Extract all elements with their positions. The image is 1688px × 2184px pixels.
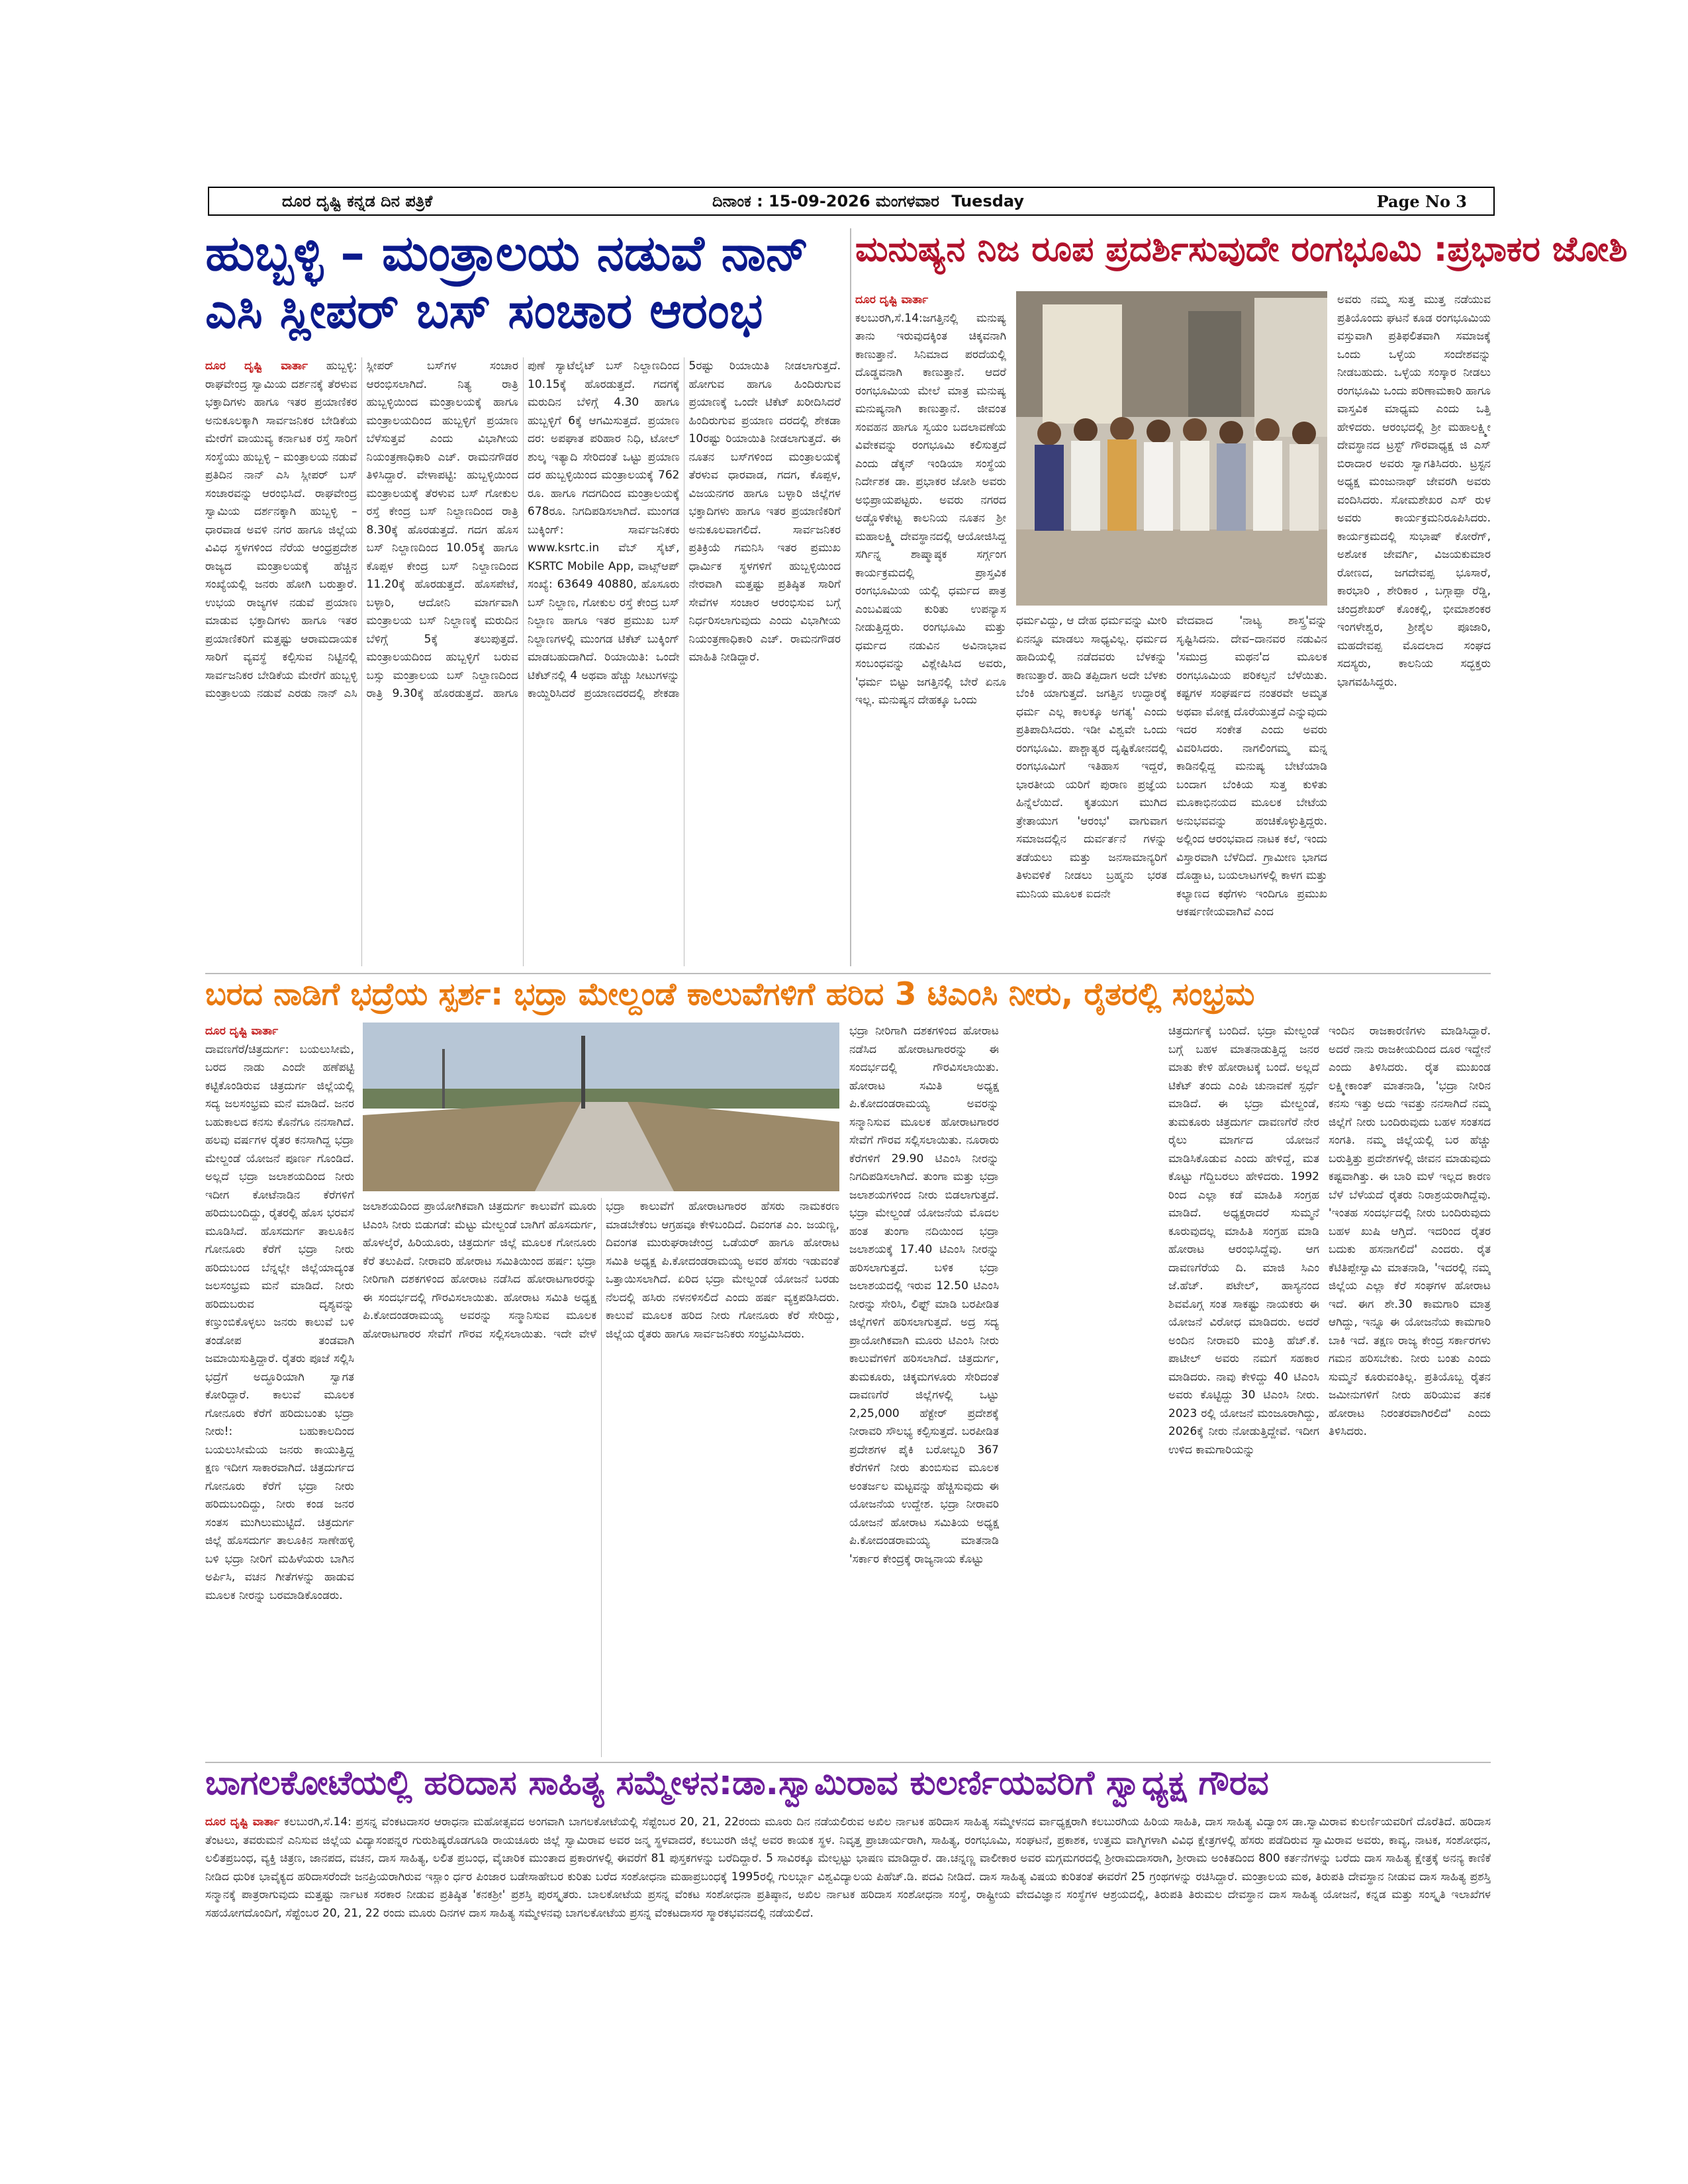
- story2-body-col1: [855, 291, 1006, 970]
- story1-byline: ದೂರ ದೃಷ್ಟಿ ವಾರ್ತಾ: [205, 359, 308, 373]
- story3-byline: ದೂರ ದೃಷ್ಟಿ ವಾರ್ತಾ: [205, 1024, 279, 1038]
- story3-text-c: ಭದ್ರಾ ನೀರಿಗಾಗಿ ದಶಕಗಳಿಂದ ಹೋರಾಟ ನಡೆಸಿದ ಹೋರಾಟಗಾರರನ್ನು ಈ ಸಂದರ್ಭದಲ್ಲಿ ಗೌರವಿಸಲಾಯಿತು. ಹೋರಾಟ ಸಮಿತಿ ಅಧ್ಯಕ್ಷ ಪಿ.ಕೋದಂಡರಾಮಯ್ಯ ಅವರನ್ನು ಸನ್ಮಾನಿಸುವ ಮೂಲಕ ಹೋರಾಟಗಾರರ ಸೇವೆಗೆ ಗೌರವ ಸಲ್ಲಿಸಲಾಯಿತು. ನೂರಾರು ಕೆರೆಗಳಿಗೆ 29.90 ಟಿಎಂಸಿ ನೀರನ್ನು ನಿಗದಿಪಡಿಸಲಾಗಿದೆ. ತುಂಗಾ ಮತ್ತು ಭದ್ರಾ ಜಲಾಶಯಗಳಿಂದ ನೀರು ಬಿಡಲಾಗುತ್ತದೆ. ಭದ್ರಾ ಮೇಲ್ದಂಡೆ ಯೋಜನೆಯ ಮೊದಲ ಹಂತ ತುಂಗಾ ನದಿಯಿಂದ ಭದ್ರಾ ಜಲಾಶಯಕ್ಕೆ 17.40 ಟಿಎಂಸಿ ನೀರನ್ನು ಹರಿಸಲಾಗುತ್ತದೆ. ಬಳಿಕ ಭದ್ರಾ ಜಲಾಶಯದಲ್ಲಿ ಇರುವ 12.50 ಟಿಎಂಸಿ ನೀರನ್ನು ಸೇರಿಸಿ, ಲಿಫ್ಟ್ ಮಾಡಿ ಬರಪೀಡಿತ ಜಿಲ್ಲೆಗಳಿಗೆ ಹರಿಸಲಾಗುತ್ತದೆ. ಅದ್ರ ಸದ್ಯ ಪ್ರಾಯೋಗಿಕವಾಗಿ ಮೂರು ಟಿಎಂಸಿ ನೀರು ಕಾಲುವೆಗಳಿಗೆ ಹರಿಸಲಾಗಿದೆ. ಚಿತ್ರದುರ್ಗ, ತುಮಕೂರು, ಚಿಕ್ಕಮಗಳೂರು ಸೇರಿದಂತೆ ದಾವಣಗೆರೆ ಜಿಲ್ಲೆಗಳಲ್ಲಿ ಒಟ್ಟು 2,25,000 ಹೆಕ್ಟೇರ್ ಪ್ರದೇಶಕ್ಕೆ ನೀರಾವರಿ ಸೌಲಭ್ಯ ಕಲ್ಪಿಸುತ್ತದೆ. ಬರಪೀಡಿತ ಪ್ರದೇಶಗಳ ಪೈಕಿ ಬರೋಬ್ಬರಿ 367 ಕೆರೆಗಳಿಗೆ ನೀರು ತುಂಬಿಸುವ ಮೂಲಕ ಅಂತರ್ಜಲ ಮಟ್ಟವನ್ನು ಹೆಚ್ಚಿಸುವುದು ಈ ಯೋಜನೆಯ ಉದ್ದೇಶ. ಭದ್ರಾ ನೀರಾವರಿ ಯೋಜನೆ ಹೋರಾಟ ಸಮಿತಿಯ ಅಧ್ಯಕ್ಷ ಪಿ.ಕೋದಂಡರಾಮಯ್ಯ ಮಾತನಾಡಿ 'ಸರ್ಕಾರ ಕೇಂದ್ರಕ್ಕೆ ರಾಜ್ಯನಾಯ ಕೊಟ್ಟು: [849, 1024, 999, 1566]
- story3-body-a: [205, 1023, 354, 1757]
- story2-text-col2: ಧರ್ಮವಿದ್ದು, ಆ ದೇಹ ಧರ್ಮವನ್ನು ಮೀರಿ ಏನನ್ನೂ ಮಾಡಲು ಸಾಧ್ಯವಿಲ್ಲ. ಧರ್ಮದ ಹಾದಿಯಲ್ಲಿ ನಡೆದವರು ಬೆಳಕನ್ನು ಕಾಣುತ್ತಾರೆ. ಹಾದಿ ತಪ್ಪಿದಾಗ ಅದೇ ಬೆಳಕು ಬೆಂಕಿ ಯಾಗುತ್ತದೆ. ಜಗತ್ತಿನ ಉದ್ಧಾರಕ್ಕೆ ಧರ್ಮ ಎಲ್ಲ ಕಾಲಕ್ಕೂ ಅಗತ್ಯ' ಎಂದು ಪ್ರತಿಪಾದಿಸಿದರು. ಇಡೀ ವಿಶ್ವವೇ ಒಂದು ರಂಗಭೂಮಿ. ಪಾಶ್ಚಾತ್ಯರ ದೃಷ್ಟಿಕೋನದಲ್ಲಿ ರಂಗಭೂಮಿಗೆ ಇತಿಹಾಸ ಇದ್ದರೆ, ಭಾರತೀಯ ಯರಿಗೆ ಪುರಾಣ ಪ್ರಜ್ಞೆಯ ಹಿನ್ನೆಲೆಯಿದೆ. ಕೃತಯುಗ ಮುಗಿದ ತ್ರೇತಾಯುಗ 'ಆರಂಭ' ವಾಗುವಾಗ ಸಮಾಜದಲ್ಲಿನ ದುರ್ವರ್ತನೆ ಗಳನ್ನು ತಡೆಯಲು ಮತ್ತು ಜನಸಾಮಾನ್ಯರಿಗೆ ತಿಳುವಳಿಕೆ ನೀಡಲು ಬ್ರಹ್ಮನು ಭರತ ಮುನಿಯ ಮೂಲಕ ಐದನೇ: [1016, 614, 1167, 901]
- story2-headline: ಮನುಷ್ಯನ ನಿಜ ರೂಪ ಪ್ರದರ್ಶಿಸುವುದೇ ರಂಗಭೂಮಿ :ಪ್ರಭಾಕರ ಜೋಶಿ: [855, 230, 1628, 269]
- column-divider: [850, 228, 851, 966]
- story2-text-col1: ಕಲಬುರಗಿ,ಸೆ.14:ಜಗತ್ತಿನಲ್ಲಿ ಮನುಷ್ಯ ತಾನು ಇರುವುದಕ್ಕಿಂತ ಚಿಕ್ಕವನಾಗಿ ಕಾಣುತ್ತಾನೆ. ಸಿನಿಮಾದ ಪರದೆಯಲ್ಲಿ ದೊಡ್ಡವನಾಗಿ ಕಾಣುತ್ತಾನೆ. ಆದರೆ ರಂಗಭೂಮಿಯ ಮೇಲೆ ಮಾತ್ರ ಮನುಷ್ಯ ಮನುಷ್ಯನಾಗಿ ಕಾಣುತ್ತಾನೆ. ಜೀವಂತ ಸಂವಹನ ಹಾಗೂ ಸ್ವಯಂ ಬದಲಾವಣೆಯ ವಿವೇಕವನ್ನು ರಂಗಭೂಮಿ ಕಲಿಸುತ್ತದೆ ಎಂದು ಡೆಕ್ಕನ್ ಇಂಡಿಯಾ ಸಂಸ್ಥೆಯ ನಿರ್ದೇಶಕ ಡಾ. ಪ್ರಭಾಕರ ಜೋಶಿ ಅವರು ಅಭಿಪ್ರಾಯಪಟ್ಟರು. ಅವರು ನಗರದ ಅಡ್ಡೊಳಿಕೇಟ್ಟ ಕಾಲನಿಯ ನೂತನ ಶ್ರೀ ಮಹಾಲಕ್ಷ್ಮಿ ದೇವಸ್ಥಾನದಲ್ಲಿ ಆಯೋಜಿಸಿದ್ದ ಸರ್ಗಿನ್ನ ಶಾಷ್ಮಾಷ್ಠಕ ಸರ್ಗ್ಗಂಗ ಕಾರ್ಯಕ್ರಮದಲ್ಲಿ ಪ್ರಾಸ್ತವಿಕ ರಂಗಭೂಮಿಯ ಯಲ್ಲಿ ಧರ್ಮದ ಪಾತ್ರ ಎಂಬವಿಷಯ ಕುರಿತು ಉಪನ್ಯಾಸ ನೀಡುತ್ತಿದ್ದರು. ರಂಗಭೂಮಿ ಮತ್ತು ಧರ್ಮದ ನಡುವಿನ ಅವಿನಾಭಾವ ಸಂಬಂಧವನ್ನು ವಿಶ್ಲೇಷಿಸಿದ ಅವರು, 'ಧರ್ಮ ಬಿಟ್ಟು ಜಗತ್ತಿನಲ್ಲಿ ಬೇರೆ ಏನೂ ಇಲ್ಲ. ಮನುಷ್ಯನ ದೇಹಕ್ಕೂ ಒಂದು: [855, 311, 1006, 707]
- story1-body: [205, 357, 841, 966]
- date-text: ದಿನಾಂಕ : 15-09-2026 ಮಂಗಳವಾರ: [712, 192, 939, 210]
- group-photo-illustration: [1016, 291, 1327, 606]
- story3-text-a: ದಾವಣಗೆರೆ/ಚಿತ್ರದುರ್ಗ: ಬಯಲುಸೀಮೆ, ಬರದ ನಾಡು ಎಂದೇ ಹಣೆಪಟ್ಟಿ ಕಟ್ಟಿಕೊಂಡಿರುವ ಚಿತ್ರದುರ್ಗ ಜಿಲ್ಲೆಯಲ್ಲಿ ಸದ್ಯ ಜಲಸಂಭ್ರಮ ಮನೆ ಮಾಡಿದೆ. ಜನರ ಬಹುಕಾಲದ ಕನಸು ಕೊನೆಗೂ ನನಸಾಗಿದೆ. ಹಲವು ವರ್ಷಗಳ ರೈತರ ಕನಸಾಗಿದ್ದ ಭದ್ರಾ ಮೇಲ್ದಂಡೆ ಯೋಜನೆ ಪೂರ್ಣ ಗೊಂಡಿದೆ. ಅಲ್ಲದೆ ಭದ್ರಾ ಜಲಾಶಯದಿಂದ ನೀರು ಇದೀಗ ಕೋಟೆನಾಡಿನ ಕೆರೆಗಳಿಗೆ ಹರಿದುಬಂದಿದ್ದು, ರೈತರಲ್ಲಿ ಹೊಸ ಭರವಸೆ ಮೂಡಿಸಿದೆ. ಹೊಸದುರ್ಗ ತಾಲೂಕಿನ ಗೋನೂರು ಕೆರೆಗೆ ಭದ್ರಾ ನೀರು ಹರಿದುಬಂದ ಬೆನ್ನಲ್ಲೇ ಜಿಲ್ಲೆಯಾದ್ಯಂತ ಜಲಸಂಭ್ರಮ ಮನೆ ಮಾಡಿದೆ. ನೀರು ಹರಿದುಬರುವ ದೃಶ್ಯವನ್ನು ಕಣ್ತುಂಬಿಕೊಳ್ಳಲು ಜನರು ಕಾಲುವೆ ಬಳಿ ತಂಡೋಪ ತಂಡವಾಗಿ ಜಮಾಯಿಸುತ್ತಿದ್ದಾರೆ. ರೈತರು ಪೂಜೆ ಸಲ್ಲಿಸಿ ಭದ್ರೆಗೆ ಅದ್ಧೂರಿಯಾಗಿ ಸ್ವಾಗತ ಕೋರಿದ್ದಾರೆ. ಕಾಲುವೆ ಮೂಲಕ ಗೋನೂರು ಕೆರೆಗೆ ಹರಿದುಬಂತು ಭದ್ರಾ ನೀರು!: ಬಹುಕಾಲದಿಂದ ಬಯಲುಸೀಮೆಯ ಜನರು ಕಾಯುತ್ತಿದ್ದ ಕ್ಷಣ ಇದೀಗ ಸಾಕಾರವಾಗಿದೆ. ಚಿತ್ರದುರ್ಗದ ಗೋನೂರು ಕೆರೆಗೆ ಭದ್ರಾ ನೀರು ಹರಿದುಬಂದಿದ್ದು, ನೀರು ಕಂಡ ಜನರ ಸಂತಸ ಮುಗಿಲುಮುಟ್ಟಿದೆ. ಚಿತ್ರದುರ್ಗ ಜಿಲ್ಲೆ ಹೊಸದುರ್ಗ ತಾಲೂಕಿನ ಸಾಣೇಹಳ್ಳಿ ಬಳಿ ಭದ್ರಾ ನೀರಿಗೆ ಮಹಿಳೆಯರು ಬಾಗಿನ ಅರ್ಪಿಸಿ, ವಚನ ಗೀತೆಗಳನ್ನು ಹಾಡುವ ಮೂಲಕ ನೀರನ್ನು ಬರಮಾಡಿಕೊಂಡರು.: [205, 1042, 354, 1602]
- story3-body-b: [363, 1198, 839, 1757]
- theatre-event-photo: [1016, 291, 1327, 606]
- story2-body-col2: [1016, 612, 1167, 970]
- story1-text: ಹುಬ್ಬಳ್ಳಿ: ರಾಘವೇಂದ್ರ ಸ್ವಾಮಿಯ ದರ್ಶನಕ್ಕೆ ತೆರಳುವ ಭಕ್ತಾದಿಗಳು ಹಾಗೂ ಇತರ ಪ್ರಯಾಣಿಕರ ಅನುಕೂಲಕ್ಕಾಗಿ ಸಾರ್ವಜನಿಕರ ಬೇಡಿಕೆಯ ಮೇರೆಗೆ ವಾಯುವ್ಯ ಕರ್ನಾಟಕ ರಸ್ತೆ ಸಾರಿಗೆ ಸಂಸ್ಥೆಯು ಹುಬ್ಬಳ್ಳಿ – ಮಂತ್ರಾಲಯ ನಡುವೆ ಪ್ರತಿದಿನ ನಾನ್ ಎಸಿ ಸ್ಲೀಪರ್ ಬಸ್ ಸಂಚಾರವನ್ನು ಆರಂಭಿಸಿದೆ. ರಾಘವೇಂದ್ರ ಸ್ವಾಮಿಯ ದರ್ಶನಕ್ಕಾಗಿ ಹುಬ್ಬಳ್ಳಿ – ಧಾರವಾಡ ಅವಳಿ ನಗರ ಹಾಗೂ ಜಿಲ್ಲೆಯ ವಿವಿಧ ಸ್ಥಳಗಳಿಂದ ನೆರೆಯ ಆಂಧ್ರಪ್ರದೇಶ ರಾಜ್ಯದ ಮಂತ್ರಾಲಯಕ್ಕೆ ಹೆಚ್ಚಿನ ಸಂಖ್ಯೆಯಲ್ಲಿ ಜನರು ಹೋಗಿ ಬರುತ್ತಾರೆ. ಉಭಯ ರಾಜ್ಯಗಳ ನಡುವೆ ಪ್ರಯಾಣ ಮಾಡುವ ಭಕ್ತಾದಿಗಳು ಹಾಗೂ ಇತರ ಪ್ರಯಾಣಿಕರಿಗೆ ಮತ್ತಷ್ಟು ಆರಾಮದಾಯಕ ಸಾರಿಗೆ ವ್ಯವಸ್ಥೆ ಕಲ್ಪಿಸುವ ನಿಟ್ಟಿನಲ್ಲಿ ಸಾರ್ವಜನಿಕರ ಬೇಡಿಕೆಯ ಮೇರೆಗೆ ಹುಬ್ಬಳ್ಳಿ ಮಂತ್ರಾಲಯ ನಡುವೆ ಎರಡು ನಾನ್ ಎಸಿ ಸ್ಲೀಪರ್ ಬಸ್‌ಗಳ ಸಂಚಾರ ಆರಂಭಿಸಲಾಗಿದೆ. ನಿತ್ಯ ರಾತ್ರಿ ಹುಬ್ಬಳ್ಳಿಯಿಂದ ಮಂತ್ರಾಲಯಕ್ಕೆ ಹಾಗೂ ಮಂತ್ರಾಲಯದಿಂದ ಹುಬ್ಬಳ್ಳಿಗೆ ಪ್ರಯಾಣ ಬೆಳೆಸುತ್ತವೆ ಎಂದು ವಿಭಾಗೀಯ ನಿಯಂತ್ರಣಾಧಿಕಾರಿ ಎಚ್. ರಾಮನಗೌಡರ ತಿಳಿಸಿದ್ದಾರೆ. ವೇಳಾಪಟ್ಟಿ: ಹುಬ್ಬಳ್ಳಿಯಿಂದ ಮಂತ್ರಾಲಯಕ್ಕೆ ತೆರಳುವ ಬಸ್ ಗೋಕುಲ ರಸ್ತೆ ಕೇಂದ್ರ ಬಸ್ ನಿಲ್ದಾಣದಿಂದ ರಾತ್ರಿ 8.30ಕ್ಕೆ ಹೊರಡುತ್ತದೆ. ಗದಗ ಹೊಸ ಬಸ್ ನಿಲ್ದಾಣದಿಂದ 10.05ಕ್ಕೆ ಹಾಗೂ ಕೊಪ್ಪಳ ಕೇಂದ್ರ ಬಸ್ ನಿಲ್ದಾಣದಿಂದ 11.20ಕ್ಕೆ ಹೊರಡುತ್ತದೆ. ಹೊಸಪೇಟೆ, ಬಳ್ಳಾರಿ, ಆದೋನಿ ಮಾರ್ಗವಾಗಿ ಮಂತ್ರಾಲಯ ಬಸ್ ನಿಲ್ದಾಣಕ್ಕೆ ಮರುದಿನ ಬೆಳಿಗ್ಗೆ 5ಕ್ಕೆ ತಲುಪುತ್ತದೆ. ಮಂತ್ರಾಲಯದಿಂದ ಹುಬ್ಬಳ್ಳಿಗೆ ಬರುವ ಬಸ್ಸು ಮಂತ್ರಾಲಯ ಬಸ್ ನಿಲ್ದಾಣದಿಂದ ರಾತ್ರಿ 9.30ಕ್ಕೆ ಹೊರಡುತ್ತದೆ. ಹಾಗೂ ಪುಣೆ ಸ್ಯಾಟೆಲೈಟ್ ಬಸ್ ನಿಲ್ದಾಣದಿಂದ 10.15ಕ್ಕೆ ಹೊರಡುತ್ತದೆ. ಗದಗಕ್ಕೆ ಮರುದಿನ ಬೆಳಿಗ್ಗೆ 4.30 ಹಾಗೂ ಹುಬ್ಬಳ್ಳಿಗೆ 6ಕ್ಕೆ ಆಗಮಿಸುತ್ತದೆ. ಪ್ರಯಾಣ ದರ: ಅಪಘಾತ ಪರಿಹಾರ ನಿಧಿ, ಟೋಲ್ ಶುಲ್ಕ ಇತ್ಯಾದಿ ಸೇರಿದಂತೆ ಒಟ್ಟು ಪ್ರಯಾಣ ದರ ಹುಬ್ಬಳ್ಳಿಯಿಂದ ಮಂತ್ರಾಲಯಕ್ಕೆ 762 ರೂ. ಹಾಗೂ ಗದಗದಿಂದ ಮಂತ್ರಾಲಯಕ್ಕೆ 678ರೂ. ನಿಗದಿಪಡಿಸಲಾಗಿದೆ. ಮುಂಗಡ ಬುಕ್ಕಿಂಗ್: ಸಾರ್ವಜನಿಕರು www.ksrtc.in ವೆಬ್ ಸೈಟ್, KSRTC Mobile App, ವಾಟ್ಸ್‌ಆಪ್ ಸಂಖ್ಯೆ: 63649 40880, ಹೊಸೂರು ಬಸ್ ನಿಲ್ದಾಣ, ಗೋಕುಲ ರಸ್ತೆ ಕೇಂದ್ರ ಬಸ್ ನಿಲ್ದಾಣ ಹಾಗೂ ಇತರ ಪ್ರಮುಖ ಬಸ್ ನಿಲ್ದಾಣಗಳಲ್ಲಿ ಮುಂಗಡ ಟಿಕೆಟ್ ಬುಕ್ಕಿಂಗ್ ಮಾಡಬಹುದಾಗಿದೆ. ರಿಯಾಯಿತಿ: ಒಂದೇ ಟಿಕೆಟ್‌ನಲ್ಲಿ 4 ಅಥವಾ ಹೆಚ್ಚು ಸೀಟುಗಳನ್ನು ಕಾಯ್ದಿರಿಸಿದರೆ ಪ್ರಯಾಣದರದಲ್ಲಿ ಶೇಕಡಾ 5ರಷ್ಟು ರಿಯಾಯಿತಿ ನೀಡಲಾಗುತ್ತದೆ. ಹೋಗುವ ಹಾಗೂ ಹಿಂದಿರುಗುವ ಪ್ರಯಾಣಕ್ಕೆ ಒಂದೇ ಟಿಕೆಟ್ ಖರೀದಿಸಿದರೆ ಹಿಂದಿರುಗುವ ಪ್ರಯಾಣ ದರದಲ್ಲಿ ಶೇಕಡಾ 10ರಷ್ಟು ರಿಯಾಯಿತಿ ನೀಡಲಾಗುತ್ತದೆ. ಈ ನೂತನ ಬಸ್‌ಗಳಿಂದ ಮಂತ್ರಾಲಯಕ್ಕೆ ತೆರಳುವ ಧಾರವಾಡ, ಗದಗ, ಕೊಪ್ಪಳ, ವಿಜಯನಗರ ಹಾಗೂ ಬಳ್ಳಾರಿ ಜಿಲ್ಲೆಗಳ ಭಕ್ತಾದಿಗಳು ಹಾಗೂ ಇತರ ಪ್ರಯಾಣಿಕರಿಗೆ ಅನುಕೂಲವಾಗಲಿದೆ. ಸಾರ್ವಜನಿಕರ ಪ್ರತಿಕ್ರಿಯೆ ಗಮನಿಸಿ ಇತರ ಪ್ರಮುಖ ಧಾರ್ಮಿಕ ಸ್ಥಳಗಳಿಗೆ ಹುಬ್ಬಳ್ಳಿಯಿಂದ ನೇರವಾಗಿ ಮತ್ತಷ್ಟು ಪ್ರತಿಷ್ಠಿತ ಸಾರಿಗೆ ಸೇವೆಗಳ ಸಂಚಾರ ಆರಂಭಿಸುವ ಬಗ್ಗೆ ನಿರ್ಧರಿಸಲಾಗುವುದು ಎಂದು ವಿಭಾಗೀಯ ನಿಯಂತ್ರಣಾಧಿಕಾರಿ ಎಚ್. ರಾಮನಗೌಡರ ಮಾಹಿತಿ ನೀಡಿದ್ದಾರೆ.: [205, 359, 841, 700]
- story4-headline: ಬಾಗಲಕೋಟೆಯಲ್ಲಿ ಹರಿದಾಸ ಸಾಹಿತ್ಯ ಸಮ್ಮೇಳನ:ಡಾ.ಸ್ವಾಮಿರಾವ ಕುಲರ್ಣಿಯವರಿಗೆ ಸ್ವಾಧ್ಯಕ್ಷ ಗೌರವ: [205, 1764, 1269, 1803]
- story2-body-col3: [1176, 612, 1327, 970]
- page-header: [208, 187, 1495, 216]
- story4-byline: ದೂರ ದೃಷ್ಟಿ ವಾರ್ತಾ: [205, 1815, 280, 1829]
- section-divider-2: [205, 1762, 1491, 1763]
- section-divider: [205, 973, 1491, 974]
- story3-body-c-col1: [849, 1023, 999, 1757]
- story4-body: [205, 1813, 1491, 1972]
- story3-body-e: [1329, 1023, 1491, 1757]
- story2-body-col4: [1337, 291, 1491, 970]
- issue-date: [712, 192, 1024, 210]
- story1-headline-line2: ಎಸಿ ಸ್ಲೀಪರ್ ಬಸ್ ಸಂಚಾರ ಆರಂಭ: [205, 283, 763, 340]
- story3-text-b: ಜಲಾಶಯದಿಂದ ಪ್ರಾಯೋಗಿಕವಾಗಿ ಚಿತ್ರದುರ್ಗ ಕಾಲುವೆಗೆ ಮೂರು ಟಿಎಂಸಿ ನೀರು ಬಿಡುಗಡೆ: ಮೆಟ್ಟು ಮೇಲ್ದಂಡೆ ಬಾಗಿಗೆ ಹೊಸದುರ್ಗ, ಹೊಳಲ್ಕೆರೆ, ಹಿರಿಯೂರು, ಚಿತ್ರದುರ್ಗ ಜಿಲ್ಲೆ ಮೂಲಕ ಗೋನೂರು ಕೆರೆ ತಲುಪಿದೆ. ನೀರಾವರಿ ಹೋರಾಟ ಸಮಿತಿಯಿಂದ ಹರ್ಷ: ಭದ್ರಾ ನೀರಿಗಾಗಿ ದಶಕಗಳಿಂದ ಹೋರಾಟ ನಡೆಸಿದ ಹೋರಾಟಗಾರರನ್ನು ಈ ಸಂದರ್ಭದಲ್ಲಿ ಗೌರವಿಸಲಾಯಿತು. ಹೋರಾಟ ಸಮಿತಿ ಅಧ್ಯಕ್ಷ ಪಿ.ಕೋದಂಡರಾಮಯ್ಯ ಅವರನ್ನು ಸನ್ಮಾನಿಸುವ ಮೂಲಕ ಹೋರಾಟಗಾರರ ಸೇವೆಗೆ ಗೌರವ ಸಲ್ಲಿಸಲಾಯಿತು. ಇದೇ ವೇಳೆ ಭದ್ರಾ ಕಾಲುವೆಗೆ ಹೋರಾಟಗಾರರ ಹೆಸರು ನಾಮಕರಣ ಮಾಡಬೇಕೆಂಬ ಆಗ್ರಹವೂ ಕೇಳಿಬಂದಿದೆ. ದಿವಂಗತ ಎಂ. ಜಯಣ್ಣ, ದಿವಂಗತ ಮುರುಘರಾಜೇಂದ್ರ ಒಡೆಯರ್ ಹಾಗೂ ಹೋರಾಟ ಸಮಿತಿ ಅಧ್ಯಕ್ಷ ಪಿ.ಕೋದಂಡರಾಮಯ್ಯ ಅವರ ಹೆಸರು ಇಡುವಂತೆ ಒತ್ತಾಯಿಸಲಾಗಿದೆ. ಏರಿದ ಭದ್ರಾ ಮೇಲ್ದಂಡೆ ಯೋಜನೆ ಬರಡು ನೆಲದಲ್ಲಿ ಹಸಿರು ನಳನಳಿಸಲಿದೆ ಎಂದು ಹರ್ಷ ವ್ಯಕ್ತಪಡಿಸಿದರು. ಕಾಲುವೆ ಮೂಲಕ ಹರಿದ ನೀರು ಗೋನೂರು ಕೆರೆ ಸೇರಿದ್ದು, ಜಿಲ್ಲೆಯ ರೈತರು ಹಾಗೂ ಸಾರ್ವಜನಿಕರು ಸಂಭ್ರಮಿಸಿದರು.: [363, 1200, 839, 1341]
- newspaper-name: ದೂರ ದೃಷ್ಟಿ ಕನ್ನಡ ದಿನ ಪತ್ರಿಕೆ: [282, 192, 433, 210]
- story2-text-col4: ಅವರು ನಮ್ಮ ಸುತ್ತ ಮುತ್ತ ನಡೆಯುವ ಪ್ರತಿಯೊಂದು ಘಟನೆ ಕೂಡ ರಂಗಭೂಮಿಯ ವಸ್ತುವಾಗಿ ಪ್ರತಿಫಲಿತವಾಗಿ ಸಮಾಜಕ್ಕೆ ಒಂದು ಒಳ್ಳೆಯ ಸಂದೇಶವನ್ನು ನೀಡಬಹುದು. ಒಳ್ಳೆಯ ಸಂಸ್ಕಾರ ನೀಡಲು ರಂಗಭೂಮಿ ಒಂದು ಪರಿಣಾಮಕಾರಿ ಹಾಗೂ ವಾಸ್ತವಿಕ ಮಾಧ್ಯಮ ಎಂದು ಒತ್ತಿ ಹೇಳಿದರು. ಆರಂಭದಲ್ಲಿ ಶ್ರೀ ಮಹಾಲಕ್ಷ್ಮೀ ದೇವಸ್ಥಾನದ ಟ್ರಸ್ಟ್ ಗೌರವಾಧ್ಯಕ್ಷ ಜಿ ಎಸ್ ಬಿರಾದಾರ ಅವರು ಸ್ವಾಗತಿಸಿದರು. ಟ್ರಸ್ಟನ ಅಧ್ಯಕ್ಷ ಮಂಜುನಾಥ್ ಜೇವರಗಿ ಅವರು ವಂದಿಸಿದರು. ಸೋಮಶೇಖರ ಎಸ್ ರುಳ ಅವರು ಕಾರ್ಯಕ್ರಮನಿರೂಪಿಸಿದರು. ಕಾರ್ಯಕ್ರಮದಲ್ಲಿ ಸುಭಾಷ್ ಕೋರೆಗ್, ಅಶೋಕ ಜೇವರ್ಗಿ, ವಿಜಯಕುಮಾರ ರೋಣದ, ಜಗದೇವಪ್ಪ ಭೂಸಾರೆ, ಕಾರಭಾರಿ , ಶೇರಿಕಾರ , ಬಗ್ಗಾಪ್ಪಾ ರೆಡ್ಡಿ, ಚಂದ್ರಶೇಖರ್ ಕೊಂಕಲ್ಲಿ, ಭೀಮಾಶಂಕರ ಇಂಗಳೇಶ್ವರ, ಶ್ರೀಶೈಲ ಪೂಜಾರಿ, ಮಹದೇವಪ್ಪ ಮೊದಲಾದ ಸಂಘದ ಸದಸ್ಯರು, ಕಾಲನಿಯ ಸದ್ಭಕ್ತರು ಭಾಗವಹಿಸಿದ್ದರು.: [1337, 293, 1491, 689]
- story1-headline-line1: ಹುಬ್ಬಳ್ಳಿ – ಮಂತ್ರಾಲಯ ನಡುವೆ ನಾನ್: [205, 225, 810, 282]
- story4-text: ಕಲಬುರಗಿ,ಸೆ.14: ಪ್ರಸನ್ನ ವೆಂಕಟದಾಸರ ಆರಾಧನಾ ಮಹೋತ್ಸವದ ಅಂಗವಾಗಿ ಬಾಗಲಕೋಟೆಯಲ್ಲಿ ಸೆಪ್ಟೆಂಬರ 20, 21, 22ರಂದು ಮೂರು ದಿನ ನಡೆಯಲಿರುವ ಅಖಿಲ ರ್ನಾಟಕ ಹರಿದಾಸ ಸಾಹಿತ್ಯ ಸಮ್ಮೇಳನದ ರ್ವಾಧ್ಯಕ್ಷರಾಗಿ ಕಲಬುರಗಿಯ ಹಿರಿಯ ಸಾಹಿತಿ, ದಾಸ ಸಾಹಿತ್ಯ ವಿದ್ವಾಂಸ ಡಾ.ಸ್ವಾಮಿರಾವ ಕುಲರ್ಣಿಯವರಿಗೆ ದೊರೆತಿದೆ. ಹರಿದಾಸ ತೆಂಟಲು, ತವರುಮನೆ ಎನಿಸುವ ಜಿಲ್ಲೆಯ ವಿದ್ಯಾಸಂಪನ್ನರ ಗುರುಶಿಷ್ಯರೊಡಗೂಡಿ ರಾಯಚೂರು ಜಿಲ್ಲೆ ಸ್ವಾಮಿರಾವ ಅವರ ಜನ್ಮ ಸ್ಥಳವಾದರೆ, ಕಲಬುರಗಿ ಜಿಲ್ಲೆ ಅವರ ಕಾಯಕ ಸ್ಥಳ. ನಿವೃತ್ತ ಪ್ರಾಚಾರ್ಯರಾಗಿ, ಸಾಹಿತ್ಯ, ರಂಗಭೂಮಿ, ಸಂಘಟನೆ, ಪ್ರಕಾಶಕ, ಉತ್ತಮ ವಾಗ್ಮಿಗಳಾಗಿ ವಿವಿಧ ಕ್ಷೇತ್ರಗಳಲ್ಲಿ ಹೆಸರು ಪಡೆದಿರುವ ಸ್ವಾಮಿರಾವ ಅವರು, ಕಾವ್ಯ, ನಾಟಕ, ಸಂಶೋಧನ, ಲಲಿತಪ್ರಬಂಧ, ವ್ಯಕ್ತಿ ಚಿತ್ರಣ, ಜಾನಪದ, ವಚನ, ದಾಸ ಸಾಹಿತ್ಯ, ಲಲಿತ ಪ್ರಬಂಧ, ವೈಚಾರಿಕ ಮುಂತಾದ ಪ್ರಕಾರಗಳಲ್ಲಿ ಈವರೆಗೆ 81 ಪುಸ್ತಕಗಳನ್ನು ಬರೆದಿದ್ದಾರೆ. 5 ಸಾವಿರಕ್ಕೂ ಮೇಲ್ಪಟ್ಟು ಭಾಷಣ ಮಾಡಿದ್ದಾರೆ. ಡಾ.ಚನ್ನಣ್ಣ ವಾಲೀಕಾರ ಅವರ ಮಗ್ಗಮಗರದಲ್ಲಿ ಶ್ರೀರಾಮದಾಸರಾಗಿ, ಶ್ರೀರಾಮ ಅಂಕಿತದಿಂದ 800 ಕರ್ತನೆಗಳನ್ನು ಬರೆದು ದಾಸ ಸಾಹಿತ್ಯ ಕ್ಷೇತ್ರಕ್ಕೆ ಅನನ್ಯ ಕಾಣಿಕೆ ನೀಡಿದ ಧುರಿಕ ಭಾವೈಕ್ಯದ ಹರಿದಾಸರೆಂದೇ ಜನಪ್ರಿಯರಾಗಿರುವ ಇಸ್ಲಾಂ ರ್ಧರ ಪಿಂಜಾರ ಬಡೇಸಾಹೇಬರ ಕುರಿತು ಬರೆದ ಸಂಶೋಧನಾ ಮಹಾಪ್ರಬಂಧಕ್ಕೆ 1995ರಲ್ಲಿ ಗುಲರ್ಬ್ಗಾ ವಿಶ್ವವಿದ್ಯಾಲಯ ಪಿಹೆಚ್.ಡಿ. ಪದವಿ ನೀಡಿದೆ. ದಾಸ ಸಾಹಿತ್ಯ ವಿಷಯ ಕುರಿತಂತೆ ಈವರೆಗೆ 25 ಗ್ರಂಥಗಳನ್ನು ರಚಿಸಿದ್ದಾರೆ. ಮಂತ್ರಾಲಯ ಮಠ, ತಿರುಪತಿ ದೇವಸ್ಥಾನ ನೀಡುವ ದಾಸ ಸಾಹಿತ್ಯ ಪ್ರಶಸ್ತಿ ಸನ್ಮಾನಕ್ಕೆ ಪಾತ್ರರಾಗುವುದು ಮತ್ತಷ್ಟು ರ್ನಾಟಕ ಸರಕಾರ ನೀಡುವ ಪ್ರತಿಷ್ಠಿತ 'ಕನಕಶ್ರೀ' ಪ್ರಶಸ್ತಿ ಪುರಸ್ಕೃತರು. ಬಾಲಕೋಟೆಯ ಪ್ರಸನ್ನ ವೆಂಕಟ ಸಂಶೋಧನಾ ಪ್ರತಿಷ್ಠಾನ, ಅಖಿಲ ರ್ನಾಟಕ ಹರಿದಾಸ ಸಂಶೋಧನಾ ಸಂಸ್ಥೆ, ರಾಷ್ಟ್ರೀಯ ವೇದವಿಜ್ಞಾನ ಸಂಸ್ಥೆಗಳ ಆಶ್ರಯದಲ್ಲಿ, ತಿರುಪತಿ ತಿರುಮಲ ದೇವಸ್ಥಾನ ದಾಸ ಸಾಹಿತ್ಯ ಯೋಜನೆ, ಕನ್ನಡ ಮತ್ತು ಸಂಸ್ಕೃತಿ ಇಲಾಖೆಗಳ ಸಹಯೋಗದೊಂದಿಗೆ, ಸೆಪ್ಟೆಂಬರ 20, 21, 22 ರಂದು ಮೂರು ದಿನಗಳ ದಾಸ ಸಾಹಿತ್ಯ ಸಮ್ಮೇಳನವು ಬಾಗಲಕೋಟೆಯ ಪ್ರಸನ್ನ ವೆಂಕಟದಾಸರ ಸ್ಮಾರಕಭವನದಲ್ಲಿ ನಡೆಯಲಿದೆ.: [205, 1815, 1491, 1920]
- story3-headline: ಬರದ ನಾಡಿಗೆ ಭದ್ರೆಯ ಸ್ಪರ್ಶ: ಭದ್ರಾ ಮೇಲ್ದಂಡೆ ಕಾಲುವೆಗಳಿಗೆ ಹರಿದ 3 ಟಿಎಂಸಿ ನೀರು, ರೈತರಲ್ಲಿ ಸಂಭ್ರಮ: [205, 976, 1255, 1013]
- page-number: Page No 3: [1376, 191, 1467, 211]
- photo-spacer: [363, 1023, 512, 1191]
- story2-text-col3: ವೇದವಾದ 'ನಾಟ್ಯ ಶಾಸ್ತ್ರ'ವನ್ನು ಸೃಷ್ಟಿಸಿದನು. ದೇವ–ದಾನವರ ನಡುವಿನ 'ಸಮುದ್ರ ಮಥನ'ದ ಮೂಲಕ ರಂಗಭೂಮಿಯ ಪರಿಕಲ್ಪನೆ ಬೆಳೆಯಿತು. ಕಷ್ಟಗಳ ಸಂಘರ್ಷದ ನಂತರವೇ ಅಮೃತ ಅಥವಾ ಮೋಕ್ಷ ದೊರೆಯುತ್ತದೆ ಎನ್ನುವುದು ಇದರ ಸಂಕೇತ ಎಂದು ಅವರು ವಿವರಿಸಿದರು. ನಾಗಲಿಂಗಮ್ಮ ಮನ್ನ ಕಾಡಿನಲ್ಲಿದ್ದ ಮನುಷ್ಯ ಬೇಟೆಯಾಡಿ ಬಂದಾಗ ಬೆಂಕಿಯ ಸುತ್ತ ಕುಳಿತು ಮೂಕಾಭಿನಯದ ಮೂಲಕ ಬೇಟೆಯ ಅನುಭವವನ್ನು ಹಂಚಿಕೊಳ್ಳುತ್ತಿದ್ದರು. ಅಲ್ಲಿಂದ ಆರಂಭವಾದ ನಾಟಕ ಕಲೆ, ಇಂದು ವಿಸ್ತಾರವಾಗಿ ಬೆಳೆದಿದೆ. ಗ್ರಾಮೀಣ ಭಾಗದ ದೊಡ್ಡಾಟ, ಬಯಲಾಟಗಳಲ್ಲಿ ಕಾಳಗ ಮತ್ತು ಕಲ್ಯಾಣದ ಕಥೆಗಳು ಇಂದಿಗೂ ಪ್ರಮುಖ ಆಕರ್ಷಣೀಯವಾಗಿವೆ ಎಂದ: [1176, 614, 1327, 919]
- story2-byline: ದೂರ ದೃಷ್ಟಿ ವಾರ್ತಾ: [855, 293, 929, 306]
- story3-text-d: ಚಿತ್ರದುರ್ಗಕ್ಕೆ ಬಂದಿದೆ. ಭದ್ರಾ ಮೇಲ್ದಂಡೆ ಬಗ್ಗೆ ಬಹಳ ಮಾತನಾಡುತ್ತಿದ್ದ ಜನರ ಮಾತು ಕೇಳಿ ಹೋರಾಟಕ್ಕೆ ಬಂದೆ. ಅಲ್ಲದೆ ಟಿಕೆಟ್ ತಂದು ಎಂಪಿ ಚುನಾವಣೆ ಸ್ಪರ್ಧೆ ಮಾಡಿದೆ. ಈ ಭದ್ರಾ ಮೇಲ್ದಂಡೆ, ತುಮಕೂರು ಚಿತ್ರದುರ್ಗ ದಾವಣಗೆರೆ ನೇರ ರೈಲು ಮಾರ್ಗದ ಯೋಜನೆ ಮಾಡಿಸಿಕೊಡುವ ಎಂದು ಹೇಳಿದ್ದೆ, ಮತ ಕೊಟ್ಟು ಗೆದ್ದಿಬರಲು ಹೇಳಿದರು. 1992 ರಿಂದ ಎಲ್ಲಾ ಕಡೆ ಮಾಹಿತಿ ಸಂಗ್ರಹ ಮಾಡಿದೆ. ಅಧ್ಯಕ್ಷರಾದರೆ ಸುಮ್ಮನೆ ಕೂರುವುದಲ್ಲ ಮಾಹಿತಿ ಸಂಗ್ರಹ ಮಾಡಿ ಹೋರಾಟ ಆರಂಭಿಸಿದ್ದೆವು. ಆಗ ದಾವಣಗೆರೆಯ ದಿ. ಮಾಜಿ ಸಿಎಂ ಜೆ.ಹೆಚ್. ಪಟೇಲ್, ಹಾಸ್ಯನಂದ ಶಿವಮೊಗ್ಗ ಸಂತ ಸಾಕಷ್ಟು ನಾಯಕರು ಈ ಯೋಜನೆ ವಿರೋಧ ಮಾಡಿದರು. ಅದರೆ ಅಂದಿನ ನೀರಾವರಿ ಮಂತ್ರಿ ಹೆಚ್.ಕೆ. ಪಾಟೀಲ್ ಅವರು ನಮಗೆ ಸಹಕಾರ ಮಾಡಿದರು. ನಾವು ಕೇಳಿದ್ದು 40 ಟಿಎಂಸಿ ಅವರು ಕೊಟ್ಟಿದ್ದು 30 ಟಿಎಂಸಿ ನೀರು. 2023 ರಲ್ಲಿ ಯೋಜನೆ ಮಂಜೂರಾಗಿದ್ದು, 2026ಕ್ಕೆ ನೀರು ನೋಡುತ್ತಿದ್ದೇವೆ. ಇದೀಗ ಉಳಿದ ಕಾಮಗಾರಿಯನ್ನು: [1168, 1024, 1319, 1457]
- story3-body-d: [1168, 1023, 1319, 1757]
- story3-text-e: ಇಂದಿನ ರಾಜಕಾರಣಿಗಳು ಮಾಡಿಸಿದ್ದಾರೆ. ಅದರೆ ನಾನು ರಾಜಕೀಯದಿಂದ ದೂರ ಇದ್ದೇನೆ ಎಂದು ತಿಳಿಸಿದರು. ರೈತ ಮುಖಂಡ ಲಕ್ಷ್ಮೀಕಾಂತ್ ಮಾತನಾಡಿ, 'ಭದ್ರಾ ನೀರಿನ ಕನಸು ಇತ್ತು ಅದು ಇವತ್ತು ನನಸಾಗಿದೆ ನಮ್ಮ ಜಿಲ್ಲೆಗೆ ನೀರು ಬಂದಿರುವುದು ಬಹಳ ಸಂತಸದ ಸಂಗತಿ. ನಮ್ಮ ಜಿಲ್ಲೆಯಲ್ಲಿ ಬರ ಹೆಚ್ಚು ಬರುತ್ತಿತ್ತು ಪ್ರದೇಶಗಳಲ್ಲಿ ಜೀವನ ಮಾಡುವುದು ಕಷ್ಟವಾಗಿತ್ತು. ಈ ಬಾರಿ ಮಳೆ ಇಲ್ಲದ ಕಾರಣ ಬೆಳೆ ಬೆಳೆಯದೆ ರೈತರು ನಿರಾಶ್ರಯರಾಗಿದ್ದೆವು. 'ಇಂತಹ ಸಂದರ್ಭದಲ್ಲಿ ನೀರು ಬಂದಿರುವುದು ಬಹಳ ಖುಷಿ ಆಗ್ತಿದೆ. ಇದರಿಂದ ರೈತರ ಬದುಕು ಹಸನಾಗಲಿದೆ' ಎಂದರು. ರೈತ ಕೆಟಿತಿಪ್ಪೇಸ್ವಾಮಿ ಮಾತನಾಡಿ, 'ಇದರಲ್ಲಿ ನಮ್ಮ ಜಿಲ್ಲೆಯ ಎಲ್ಲಾ ಕೆರೆ ಸಂಘಗಳ ಹೋರಾಟ ಇದೆ. ಈಗ ಶೇ.30 ಕಾಮಗಾರಿ ಮಾತ್ರ ಆಗಿದ್ದು, ಇನ್ನೂ ಈ ಯೋಜನೆಯ ಕಾಮಗಾರಿ ಬಾಕಿ ಇದೆ. ತಕ್ಷಣ ರಾಜ್ಯ ಕೇಂದ್ರ ಸರ್ಕಾರಗಳು ಗಮನ ಹರಿಸಬೇಕು. ನೀರು ಬಂತು ಎಂದು ಸುಮ್ಮನೆ ಕೂರುವಂತಿಲ್ಲ. ಪ್ರತಿಯೊಬ್ಬ ರೈತನ ಜಮೀನುಗಳಿಗೆ ನೀರು ಹರಿಯುವ ತನಕ ಹೋರಾಟ ನಿರಂತರವಾಗಿರಲಿದೆ' ಎಂದು ತಿಳಿಸಿದರು.: [1329, 1024, 1491, 1438]
- day-text: Tuesday: [951, 192, 1025, 210]
